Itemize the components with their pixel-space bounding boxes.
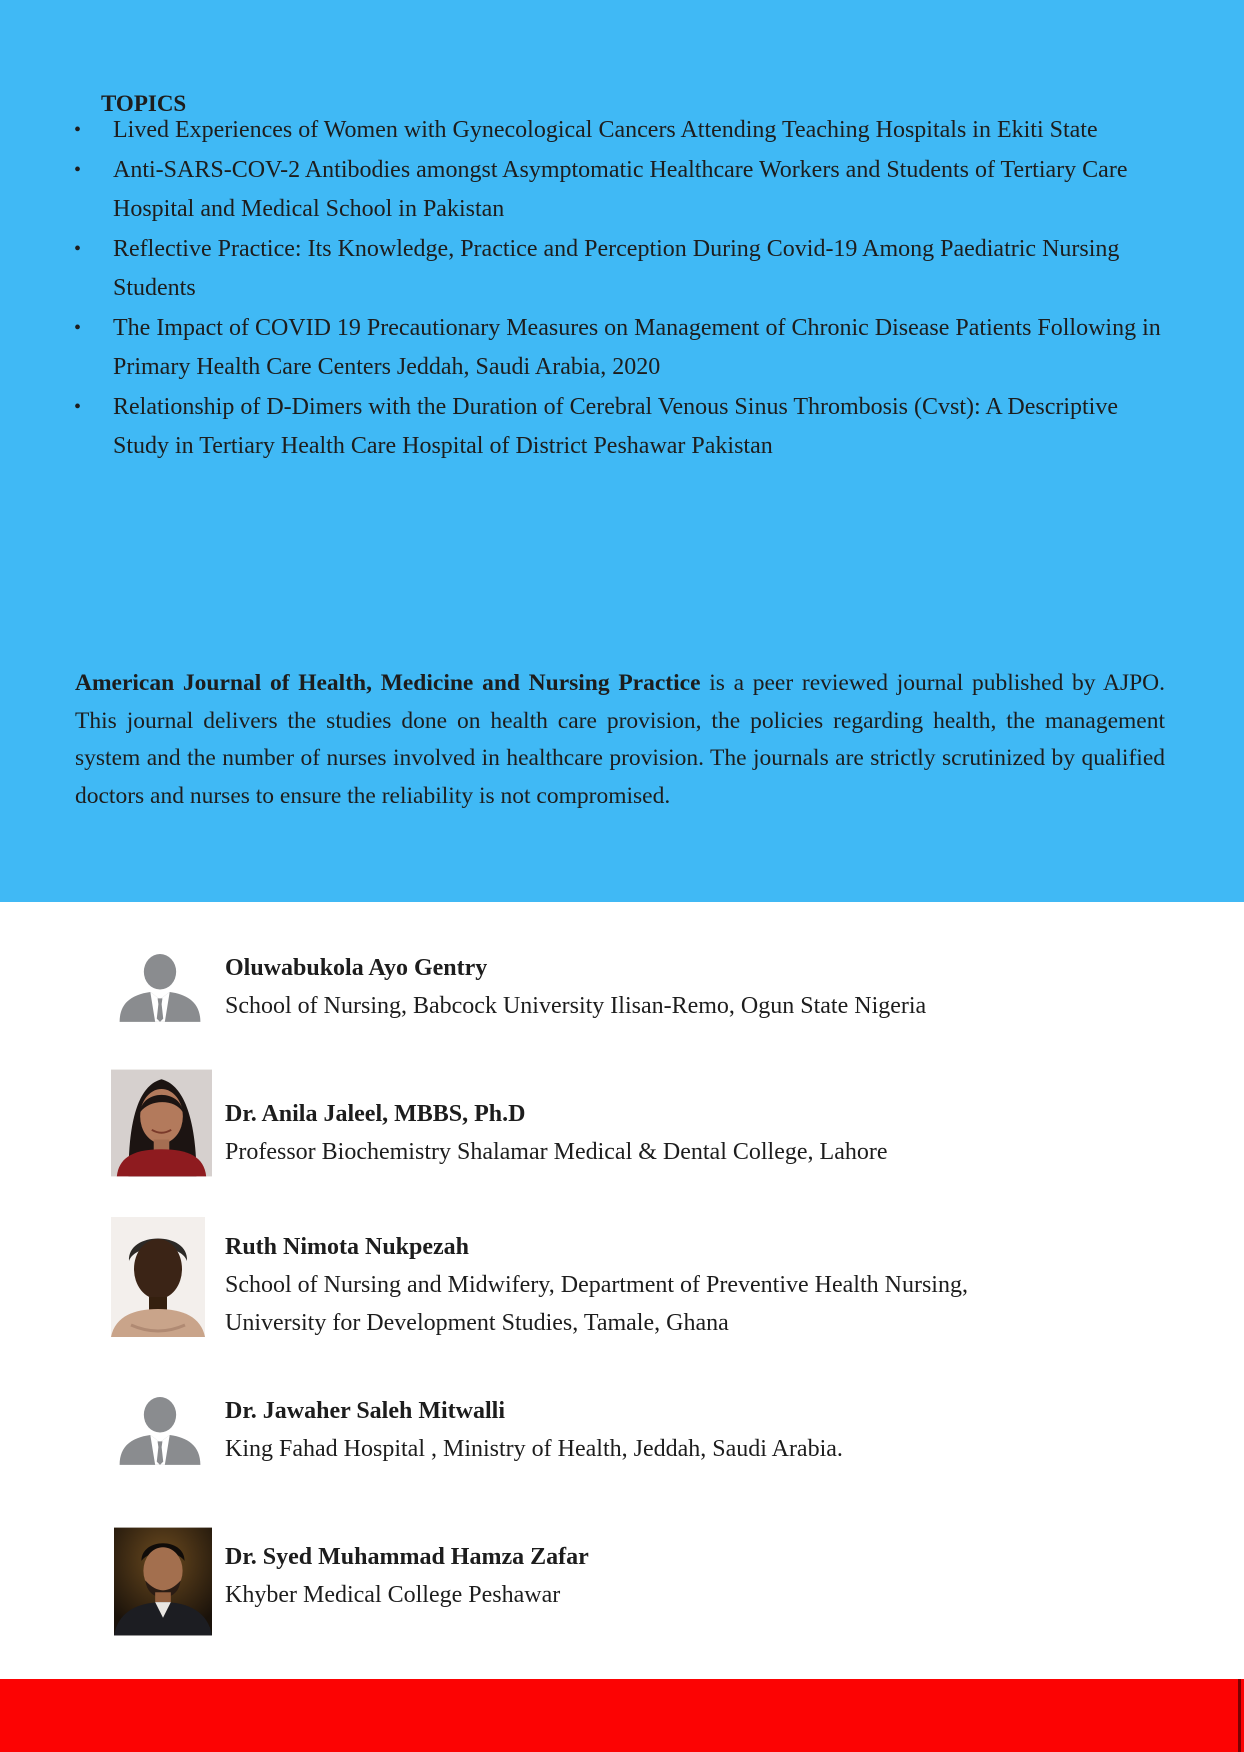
topics-list [74, 111, 1174, 467]
topics-heading: TOPICS [101, 91, 187, 116]
author-affiliation: Professor Biochemistry Shalamar Medical & Dental College, Lahore [225, 1139, 888, 1165]
author-info [225, 1229, 968, 1342]
author-info [225, 1096, 887, 1171]
author-affiliation: University for Development Studies, Tamale, Ghana [225, 1310, 729, 1336]
bullet-icon: • [74, 316, 82, 339]
bullet-icon: • [74, 237, 82, 260]
author-info [225, 1539, 589, 1614]
journal-name: American Journal of Health, Medicine and Nursing Practice [75, 670, 701, 696]
author-affiliation: School of Nursing, Babcock University Ilisan-Remo, Ogun State Nigeria [225, 993, 927, 1019]
author-name: Ruth Nimota Nukpezah [225, 1234, 470, 1260]
author-affiliation: King Fahad Hospital , Ministry of Health, Jeddah, Saudi Arabia. [225, 1436, 843, 1462]
author-entry [108, 1068, 1158, 1178]
author-name: Dr. Jawaher Saleh Mitwalli [225, 1398, 505, 1424]
topic-item [74, 388, 1174, 467]
journal-description-text: is a peer reviewed journal published by AJPO. This journal delivers the studies done on health care provision, the policies regarding health, the management system and the number of nurses involved in healthcare provision. The journals are strictly scrutinized by qualified doctors and nurses to ensure the reliability is not compromised. [75, 670, 1165, 809]
journal-description [75, 665, 1165, 815]
author-portrait-photo [111, 1068, 212, 1178]
author-name: Dr. Anila Jaleel, MBBS, Ph.D [225, 1101, 526, 1127]
author-portrait-photo [111, 1217, 205, 1337]
author-name: Dr. Syed Muhammad Hamza Zafar [225, 1544, 589, 1570]
topic-text: Lived Experiences of Women with Gynecological Cancers Attending Teaching Hospitals in Ekiti State [113, 117, 1098, 143]
bullet-icon: • [74, 119, 82, 141]
author-name: Oluwabukola Ayo Gentry [225, 955, 488, 981]
topic-text: Anti-SARS-COV-2 Antibodies amongst Asymptomatic Healthcare Workers and Students of Tertiary Care Hospital and Medical School in Pakistan [113, 156, 1128, 222]
author-entry [108, 1527, 1158, 1637]
author-entry [108, 1217, 1158, 1336]
placeholder-avatar-icon [108, 1397, 212, 1481]
topic-item [74, 309, 1174, 388]
topic-text: Relationship of D-Dimers with the Duration of Cerebral Venous Sinus Thrombosis (Cvst): A Descriptive Study in Tertiary Health Care Hospital of District Peshawar Pakistan [113, 393, 1118, 459]
author-entry [108, 1393, 1158, 1503]
topic-text: Reflective Practice: Its Knowledge, Practice and Perception During Covid-19 Among Paediatric Nursing Students [113, 235, 1120, 301]
author-info [225, 950, 926, 1025]
topic-text: The Impact of COVID 19 Precautionary Measures on Management of Chronic Disease Patients Following in Primary Health Care Centers Jeddah, Saudi Arabia, 2020 [113, 314, 1161, 380]
author-entry [108, 950, 1158, 1060]
footer-bar [0, 1679, 1244, 1752]
footer-bar-edge [1238, 1679, 1241, 1752]
topic-item [74, 151, 1174, 230]
topic-item [74, 111, 1174, 151]
author-affiliation: Khyber Medical College Peshawar [225, 1582, 561, 1608]
author-portrait-photo [114, 1527, 212, 1636]
bullet-icon: • [74, 395, 82, 418]
placeholder-avatar-icon [108, 954, 212, 1038]
topic-item [74, 230, 1174, 309]
author-info [225, 1393, 843, 1468]
bullet-icon: • [74, 158, 82, 181]
author-affiliation: School of Nursing and Midwifery, Department of Preventive Health Nursing, [225, 1272, 968, 1298]
